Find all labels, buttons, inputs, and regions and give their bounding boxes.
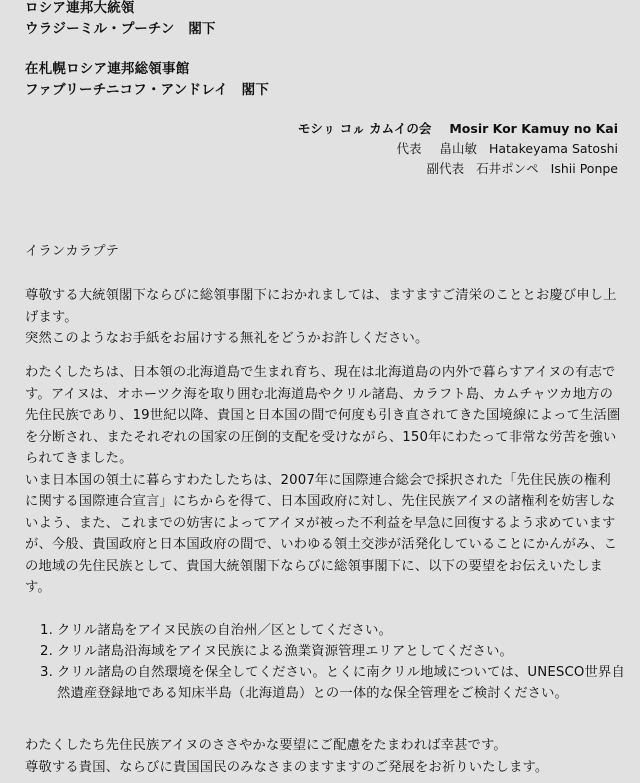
request-item [40, 641, 625, 662]
addressee-consul-general [25, 59, 269, 101]
representative-role: 代表 [396, 141, 422, 156]
closing-line: わたくしたち先住民族アイヌのささやかな要望にご配慮をたまわれば幸甚です。 [25, 738, 507, 753]
opening-line: 突然このようなお手紙をお届けする無礼をどうかお許しください。 [25, 331, 429, 346]
request-number: 1. [40, 623, 53, 638]
opening-line: 尊敬する大統領閣下ならびに総領事閣下におかれましては、ますますご清栄のこととお慶び申し上げます。 [25, 288, 617, 325]
request-item [40, 620, 625, 641]
sender-org-en: Mosir Kor Kamuy no Kai [449, 121, 618, 136]
sender-block [298, 119, 618, 179]
request-number: 2. [40, 644, 53, 659]
main-text: いま日本国の領土に暮らすわたしたちは、2007年に国際連合総会で採択された「先住民族の権利に関する国際連合宣言」にちからを得て、日本国政府に対し、先住民族アイヌの諸権利を妨害しないよう、また、これまでの妨害によってアイヌが被った不利益を早急に回復するよう求めていますが、今般、貴国政府と日本国政府の間で、いわゆる領土交渉が活発化していることにかんがみ、この地域の先住民族として、貴国大統領閣下ならびに総領事閣下に、以下の要望をお伝えいたします。 [25, 472, 618, 595]
requests-list [40, 620, 625, 704]
representative-name-ja: 畠山敏 [439, 141, 477, 156]
sender-representative [298, 139, 618, 159]
sender-organization [298, 119, 618, 139]
main-text: わたくしたちは、日本領の北海道島で生まれ育ち、現在は北海道島の内外で暮らすアイヌの有志です。アイヌは、オホーツク海を取り囲む北海道島やクリル諸島、カラフト島、カムチャツカ地方の先住民族であり、19世紀以降、貴国と日本国の間で何度も引き直されてきた国境線によって生活圏を分断され、またそれぞれの国家の圧倒的支配を受けながら、150年にわたって非常な労苦を強いられてきました。 [25, 365, 621, 466]
vice-name-en: Ishii Ponpe [550, 161, 618, 176]
greeting [25, 241, 621, 263]
addressee-name: ウラジーミル・プーチン 閣下 [25, 21, 216, 37]
addressee-name: ファブリーチニコフ・アンドレイ 閣下 [25, 82, 270, 98]
addressee-president [25, 0, 216, 40]
closing-paragraph [25, 735, 621, 778]
sender-org-ja: モシㇼ コㇽ カムイの会 [297, 121, 432, 136]
request-item [40, 662, 625, 704]
vice-name-ja: 石井ポンペ [476, 161, 539, 176]
addressee-title: 在札幌ロシア連邦総領事館 [25, 61, 190, 77]
vice-role: 副代表 [426, 161, 465, 176]
closing-line: 尊敬する貴国、ならびに貴国国民のみなさまのますますのご発展をお祈りいたします。 [25, 759, 549, 775]
sender-vice-representative [298, 159, 618, 179]
addressee-title: ロシア連邦大統領 [25, 0, 135, 16]
request-number: 3. [40, 665, 53, 680]
greeting-text: イランカラプテ [25, 244, 120, 259]
main-paragraph [25, 362, 621, 599]
request-text: クリル諸島沿海域をアイヌ民族による漁業資源管理エリアとしてください。 [57, 644, 513, 659]
representative-name-en: Hatakeyama Satoshi [488, 141, 618, 156]
request-text: クリル諸島をアイヌ民族の自治州／区としてください。 [57, 623, 392, 638]
request-text: クリル諸島の自然環境を保全してください。とくに南クリル地域については、UNESCO世界自然遺産登録地である知床半島（北海道島）との一体的な保全管理をご検討ください。 [57, 665, 625, 701]
opening-paragraph [25, 285, 621, 350]
